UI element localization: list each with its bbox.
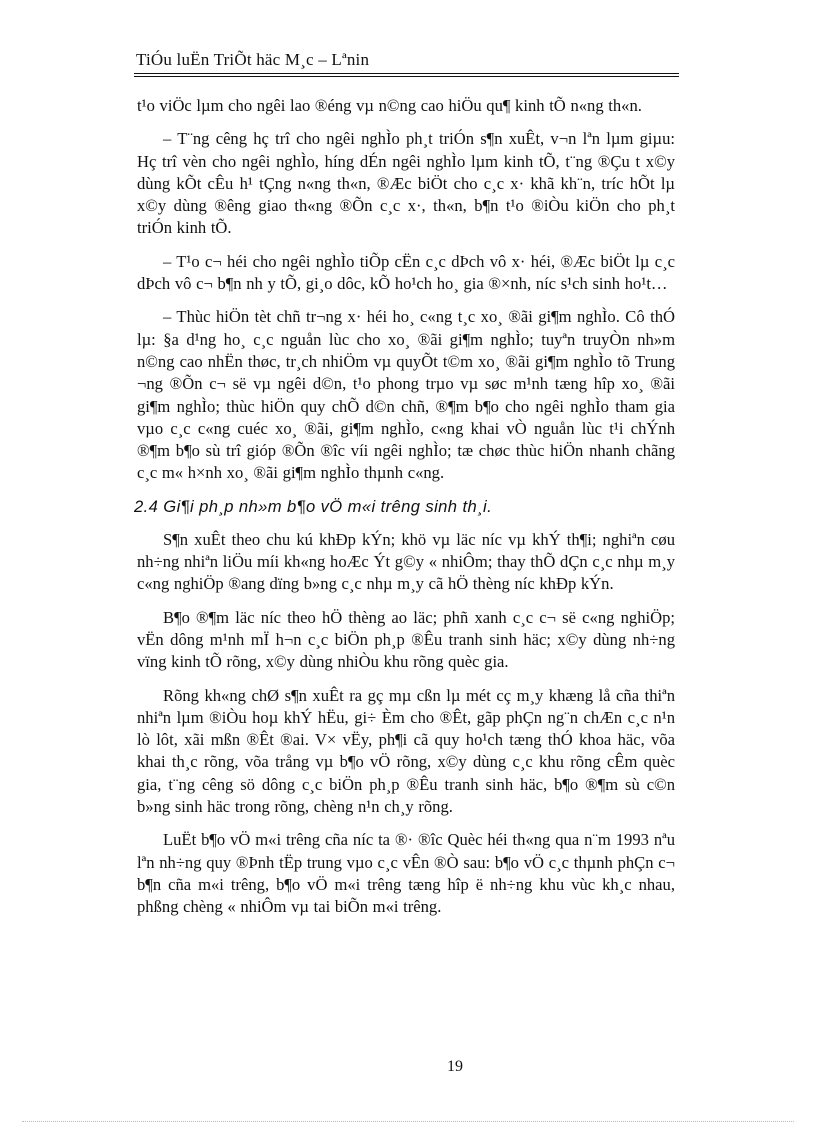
running-header: TiÓu luËn TriÕt häc M¸c – Lªnin: [136, 50, 370, 69]
paragraph-environment-law: LuËt b¶o vÖ m«i trêng cña níc ta ®· ®îc Quèc héi th«ng qua n¨m 1993 nªu lªn nh÷ng quy ®Þnh tËp trung vµo c¸c vÊn ®Ò sau: b¶o vÖ c¸c thµnh phÇn c¬ b¶n cña m«i trêng, b¶o vÖ m«i trêng tæng hîp ë nh÷ng khu vùc kh¸c nhau, phßng chèng « nhiÔm vµ tai biÕn m«i trêng.: [137, 830, 675, 917]
paragraph-water-filtering: B¶o ®¶m läc níc theo hÖ thèng ao läc; phñ xanh c¸c c¬ së c«ng nghiÖp; vËn dông m¹nh mÏ h¬n c¸c biÖn ph¸p ®Êu tranh sinh häc; x©y dùng nh÷ng vïng kinh tÕ rõng, x©y dùng nhiÒu khu rõng quèc gia.: [137, 607, 675, 672]
document-body: [134, 95, 675, 930]
paragraph-social-services: – T¹o c¬ héi cho ngêi nghÌo tiÕp cËn c¸c dÞch vô x· héi, ®Æc biÖt lµ c¸c dÞch vô c¬ b¶n nh y tÕ, gi¸o dôc, kÕ ho¹ch ho¸ gia ®×nh, níc s¹ch sinh ho¹t…: [137, 251, 675, 294]
footer-dotted-rule: [22, 1121, 794, 1122]
paragraph-socialization-policy: – Thùc hiÖn tèt chñ tr¬ng x· héi ho¸ c«ng t¸c xo¸ ®ãi gi¶m nghÌo. Cô thÓ lµ: §a d¹ng ho¸ c¸c nguån lùc cho xo¸ ®ãi gi¶m nghÌo; tuyªn truyÒn nh»m n©ng cao nhËn thøc, tr¸ch nhiÖm vµ quyÕt t©m xo¸ ®ãi gi¶m nghÌo tõ Trung ¬ng ®Õn c¬ së vµ ngêi d©n, t¹o phong trµo vµ søc m¹nh tæng hîp xo¸ ®ãi gi¶m nghÌo; thùc hiÖn quy chÕ d©n chñ, ®¶m b¶o cho ngêi nghÌo tham gia vµo c¸c c«ng cuéc xo¸ ®ãi, gi¶m nghÌo, c«ng khai vÒ nguån lùc t¹i chÝnh ®¶m b¶o sù trî gióp ®Õn ®îc víi ngêi nghÌo; tæ chøc thùc hiÖn nhanh chãng c¸c m« h×nh xo¸ ®ãi gi¶m nghÌo thµnh c«ng.: [137, 307, 675, 483]
paragraph-closed-cycle-production: S¶n xuÊt theo chu kú khÐp kÝn; khö vµ läc níc vµ khÝ th¶i; nghiªn cøu nh÷ng nhiªn liÖu míi kh«ng hoÆc Ýt g©y « nhiÔm; thay thÕ dÇn c¸c nhµ m¸y c«ng nghiÖp ®ang dïng b»ng c¸c nhµ m¸y cã hÖ thèng níc khÐp kÝn.: [137, 529, 675, 594]
section-heading: 2.4 Gi¶i ph¸p nh»m b¶o vÖ m«i trêng sinh th¸i.: [134, 496, 493, 516]
page-number: 19: [447, 1058, 463, 1075]
paragraph-continuation: t¹o viÖc lµm cho ngêi lao ®éng vµ n©ng cao hiÖu qu¶ kinh tÕ n«ng th«n.: [137, 96, 642, 115]
paragraph-support-production: – T¨ng cêng hç trî cho ngêi nghÌo ph¸t triÓn s¶n xuÊt, v¬n lªn lµm giµu: Hç trî vèn cho ngêi nghÌo, híng dÉn ngêi nghÌo lµm kinh tÕ, t¨ng ®Çu t x©y dùng kÕt cÊu h¹ tÇng n«ng th«n, ®Æc biÖt cho c¸c x· khã kh¨n, tríc hÕt lµ x©y dùng ®êng giao th«ng ®Õn c¸c x·, th«n, b¶n t¹o ®iÒu kiÖn cho ph¸t triÓn kinh tÕ.: [137, 129, 675, 238]
paragraph-forests: Rõng kh«ng chØ s¶n xuÊt ra gç mµ cßn lµ mét cç m¸y khæng lå cña thiªn nhiªn lµm ®iÒu hoµ khÝ hËu, gi÷ Èm cho ®Êt, gãp phÇn ng¨n chÆn c¸c n¹n lò lôt, xãi mßn ®Êt ®ai. V× vËy, ph¶i cã quy ho¹ch tæng thÓ khoa häc, võa khai th¸c rõng, võa trång vµ b¶o vÖ rõng, x©y dùng c¸c khu rõng cÊm quèc gia, t¨ng cêng sö dông c¸c biÖn ph¸p ®Êu tranh sinh häc, b¶o ®¶m sù c©n b»ng sinh häc trong rõng, chèng n¹n ch¸y rõng.: [137, 685, 675, 817]
header-rule-top: [134, 73, 679, 74]
header-rule-bottom: [134, 76, 679, 77]
